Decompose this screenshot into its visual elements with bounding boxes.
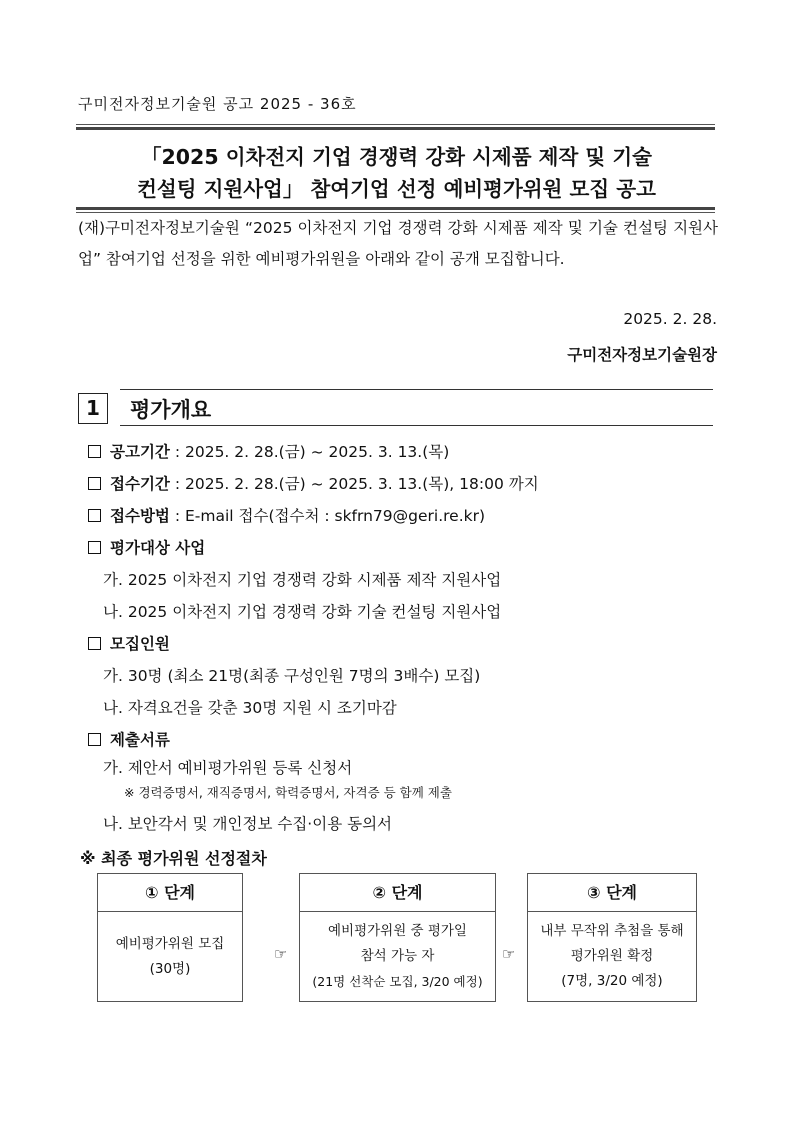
item-label: 접수방법 [110,507,170,525]
checkbox-square-icon [88,733,101,746]
procedure-step-3 [527,873,697,1002]
notice-number: 구미전자정보기술원 공고 2025 - 36호 [78,95,357,113]
item-reception [88,472,539,494]
step-head: ③ 단계 [528,874,696,912]
item-documents [88,728,170,750]
target-sub-1: 가. 2025 이차전지 기업 경쟁력 강화 시제품 제작 지원사업 [103,571,502,589]
item-label: 평가대상 사업 [110,539,206,557]
intro-paragraph: (재)구미전자정보기술원 “2025 이차전지 기업 경쟁력 강화 시제품 제작 및 기술 컨설팅 지원사업” 참여기업 선정을 위한 예비평가위원을 아래와 같이 공개 모집합니다. [78,219,718,268]
item-method [88,504,485,526]
section-number: 1 [78,393,108,424]
notice-date: 2025. 2. 28. [623,310,717,328]
step-head: ② 단계 [300,874,495,912]
recruit-sub-2: 나. 자격요건을 갖춘 30명 지원 시 조기마감 [103,699,397,717]
item-target [88,536,205,558]
title-bottom-rule-thick [76,207,715,210]
documents-sub-2: 나. 보안각서 및 개인정보 수집·이용 동의서 [103,815,393,833]
procedure-title: ※ 최종 평가위원 선정절차 [80,849,267,868]
step-line: 참석 가능 자 [360,948,435,964]
title-line-2: 컨설팅 지원사업」 참여기업 선정 예비평가위원 모집 공고 [137,177,656,201]
section-title: 평가개요 [130,398,212,422]
checkbox-square-icon [88,477,101,490]
item-label: 접수기간 [110,475,170,493]
step-body [528,912,696,1001]
title-top-rule [76,124,715,125]
item-value: : 2025. 2. 28.(금) ~ 2025. 3. 13.(목) [169,443,450,461]
documents-note: ※ 경력증명서, 재직증명서, 학력증명서, 자격증 등 함께 제출 [124,785,452,800]
item-period [88,440,449,462]
pointing-hand-arrow-icon: ☞ [274,945,288,963]
section-top-line [120,389,713,390]
title-top-rule-thick [76,127,715,130]
target-sub-2: 나. 2025 이차전지 기업 경쟁력 강화 기술 컨설팅 지원사업 [103,603,502,621]
item-recruit [88,632,170,654]
recruit-sub-1: 가. 30명 (최소 21명(최종 구성인원 7명의 3배수) 모집) [103,667,481,685]
checkbox-square-icon [88,637,101,650]
step-body [300,912,495,1001]
title-line-1: 「2025 이차전지 기업 경쟁력 강화 시제품 제작 및 기술 [141,145,652,169]
step-line: 평가위원 확정 [570,948,654,964]
checkbox-square-icon [88,541,101,554]
item-label: 모집인원 [110,635,170,653]
checkbox-square-icon [88,445,101,458]
step-line: 내부 무작위 추첨을 통해 [540,923,684,939]
item-label: 공고기간 [110,443,170,461]
section-bottom-line [120,425,713,426]
step-line: (7명, 3/20 예정) [561,973,663,989]
step-body [98,912,242,1001]
item-value: : 2025. 2. 28.(금) ~ 2025. 3. 13.(목), 18:00 까지 [169,475,539,493]
step-line: (30명) [149,960,191,977]
item-value: : E-mail 접수(접수처 : skfrn79@geri.re.kr) [169,507,486,525]
pointing-hand-arrow-icon: ☞ [502,945,516,963]
issuer-name: 구미전자정보기술원장 [567,346,717,364]
checkbox-square-icon [88,509,101,522]
step-head: ① 단계 [98,874,242,912]
step-line: 예비평가위원 모집 [115,935,225,952]
item-label: 제출서류 [110,731,170,749]
step-line: 예비평가위원 중 평가일 [327,923,467,939]
procedure-step-1 [97,873,243,1002]
procedure-step-2 [299,873,496,1002]
step-line: (21명 선착순 모집, 3/20 예정) [312,974,483,989]
documents-sub-1: 가. 제안서 예비평가위원 등록 신청서 [103,759,353,777]
